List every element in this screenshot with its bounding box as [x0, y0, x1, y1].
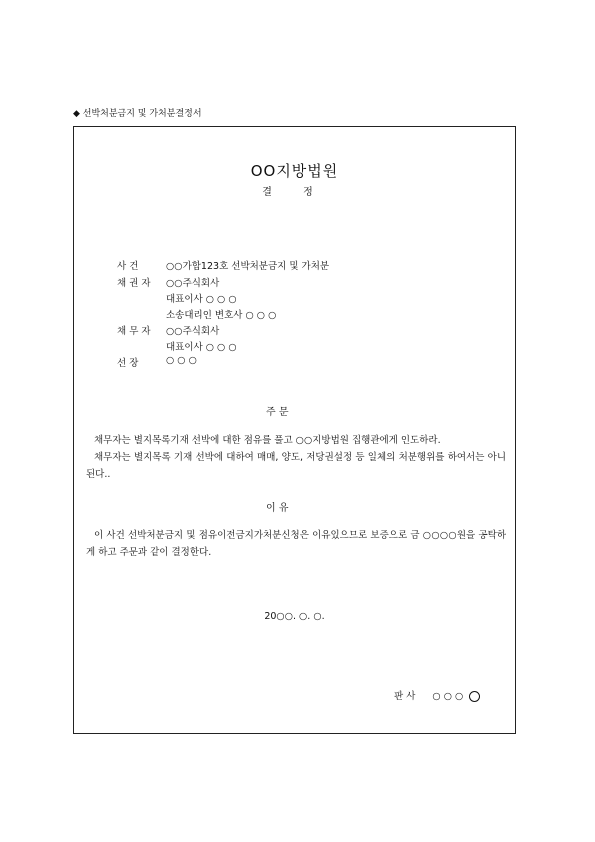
- document-header-title: ◆ 선박처분금지 및 가처분결정서: [73, 109, 202, 119]
- creditor-representative: 대표이사 ○ ○ ○: [166, 294, 237, 305]
- order-line-1: 채무자는 별지목록기재 선박에 대한 점유를 풀고 ○○지방법원 집행관에게 인도하라.: [94, 435, 441, 446]
- judge-label: 판 사: [394, 691, 416, 702]
- decision-document: [73, 126, 516, 734]
- document-type: 결 정: [262, 187, 327, 198]
- decision-date: 20○○. ○. ○.: [264, 611, 325, 622]
- order-line-2: 채무자는 별지목록 기재 선박에 대하여 매매, 양도, 저당권설정 등 일체의 처분행위를 하여서는 아니된다..: [86, 452, 506, 480]
- case-value: ○○가합123호 선박처분금지 및 가처분: [166, 261, 330, 272]
- judge-name: ○ ○ ○: [432, 691, 464, 702]
- debtor-label: 채 무 자: [117, 326, 151, 337]
- debtor-name: ○○주식회사: [166, 326, 220, 337]
- case-label: 사 건: [117, 261, 139, 272]
- debtor-representative: 대표이사 ○ ○ ○: [166, 342, 237, 353]
- judge-signature: [394, 688, 480, 702]
- reason-text: 이 사건 선박처분금지 및 점유이전금지가처분신청은 이유있으므로 보증으로 금 ○○○○원을 공탁하게 하고 주문과 같이 결정한다.: [86, 530, 506, 558]
- captain-value: ○ ○ ○: [166, 355, 197, 366]
- captain-label: 선 장: [117, 358, 139, 369]
- creditor-label: 채 권 자: [117, 278, 151, 289]
- reason-heading: 이 유: [266, 503, 289, 514]
- creditor-name: ○○주식회사: [166, 278, 220, 289]
- creditor-attorney: 소송대리인 변호사 ○ ○ ○: [166, 310, 277, 321]
- seal-icon: [469, 691, 480, 702]
- order-heading: 주 문: [266, 407, 289, 418]
- court-name: OO지방법원: [250, 162, 339, 180]
